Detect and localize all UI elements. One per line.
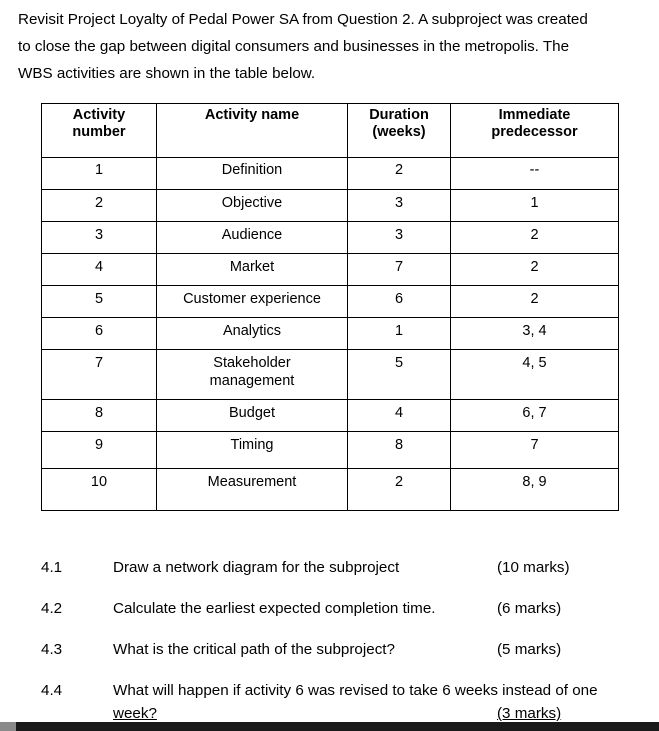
activity-predecessor: 1 <box>451 190 619 222</box>
intro-line: WBS activities are shown in the table below. <box>18 65 316 82</box>
activity-duration: 4 <box>348 400 451 432</box>
question-text: Draw a network diagram for the subproject <box>113 559 400 576</box>
activity-predecessor: 2 <box>451 286 619 318</box>
activity-number: 10 <box>42 469 157 511</box>
intro-paragraph <box>18 6 638 87</box>
page-bottom-bar <box>0 722 659 731</box>
table-row <box>42 158 619 190</box>
table-row <box>42 432 619 469</box>
table-row <box>42 286 619 318</box>
activity-number: 1 <box>42 158 157 190</box>
question-text-continued: week? <box>113 705 157 722</box>
activity-number: 8 <box>42 400 157 432</box>
table-row <box>42 254 619 286</box>
activity-name: Budget <box>157 400 348 432</box>
activity-duration: 3 <box>348 190 451 222</box>
activity-duration: 8 <box>348 432 451 469</box>
activity-duration: 6 <box>348 286 451 318</box>
activity-predecessor: 8, 9 <box>451 469 619 511</box>
activity-number: 9 <box>42 432 157 469</box>
table-row <box>42 190 619 222</box>
activity-name: Timing <box>157 432 348 469</box>
activity-duration: 2 <box>348 158 451 190</box>
activity-name: Analytics <box>157 318 348 350</box>
wbs-activities-table <box>41 103 619 511</box>
intro-line: to close the gap between digital consumers and businesses in the metropolis. The <box>18 38 570 55</box>
activity-predecessor: 2 <box>451 254 619 286</box>
question-number: 4.2 <box>41 600 63 617</box>
header-activity-number: Activity number <box>42 104 157 158</box>
activity-predecessor: 6, 7 <box>451 400 619 432</box>
question-text: Calculate the earliest expected completion time. <box>113 600 436 617</box>
header-predecessor: Immediate predecessor <box>451 104 619 158</box>
table-row <box>42 318 619 350</box>
question-number: 4.3 <box>41 641 63 658</box>
activity-predecessor: 2 <box>451 222 619 254</box>
activity-name: Audience <box>157 222 348 254</box>
header-activity-name: Activity name <box>157 104 348 158</box>
activity-duration: 1 <box>348 318 451 350</box>
question-marks: (10 marks) <box>497 559 570 576</box>
activity-name: Market <box>157 254 348 286</box>
question-marks: (5 marks) <box>497 641 562 658</box>
activity-name: Measurement <box>157 469 348 511</box>
table-header-row <box>42 104 619 158</box>
activity-predecessor: -- <box>451 158 619 190</box>
activity-name: Customer experience <box>157 286 348 318</box>
question-marks: (6 marks) <box>497 600 562 617</box>
activity-duration: 3 <box>348 222 451 254</box>
activity-duration: 2 <box>348 469 451 511</box>
question-text: What is the critical path of the subproject? <box>113 641 395 658</box>
header-duration: Duration (weeks) <box>348 104 451 158</box>
activity-name: Stakeholder management <box>157 350 348 400</box>
activity-number: 3 <box>42 222 157 254</box>
activity-name: Objective <box>157 190 348 222</box>
table-row <box>42 350 619 400</box>
page-bottom-bar-edge <box>0 722 16 731</box>
question-number: 4.1 <box>41 559 63 576</box>
activity-number: 7 <box>42 350 157 400</box>
question-text: What will happen if activity 6 was revised to take 6 weeks instead of one <box>113 682 598 699</box>
activity-number: 6 <box>42 318 157 350</box>
question-marks: (3 marks) <box>497 705 562 722</box>
activity-number: 5 <box>42 286 157 318</box>
activity-predecessor: 3, 4 <box>451 318 619 350</box>
activity-name: Definition <box>157 158 348 190</box>
activity-number: 2 <box>42 190 157 222</box>
activity-duration: 7 <box>348 254 451 286</box>
table-row <box>42 222 619 254</box>
table-row <box>42 400 619 432</box>
activity-predecessor: 4, 5 <box>451 350 619 400</box>
activity-number: 4 <box>42 254 157 286</box>
table-row <box>42 469 619 511</box>
intro-line: Revisit Project Loyalty of Pedal Power SA from Question 2. A subproject was created <box>18 11 588 28</box>
activity-duration: 5 <box>348 350 451 400</box>
activity-predecessor: 7 <box>451 432 619 469</box>
question-number: 4.4 <box>41 682 63 699</box>
